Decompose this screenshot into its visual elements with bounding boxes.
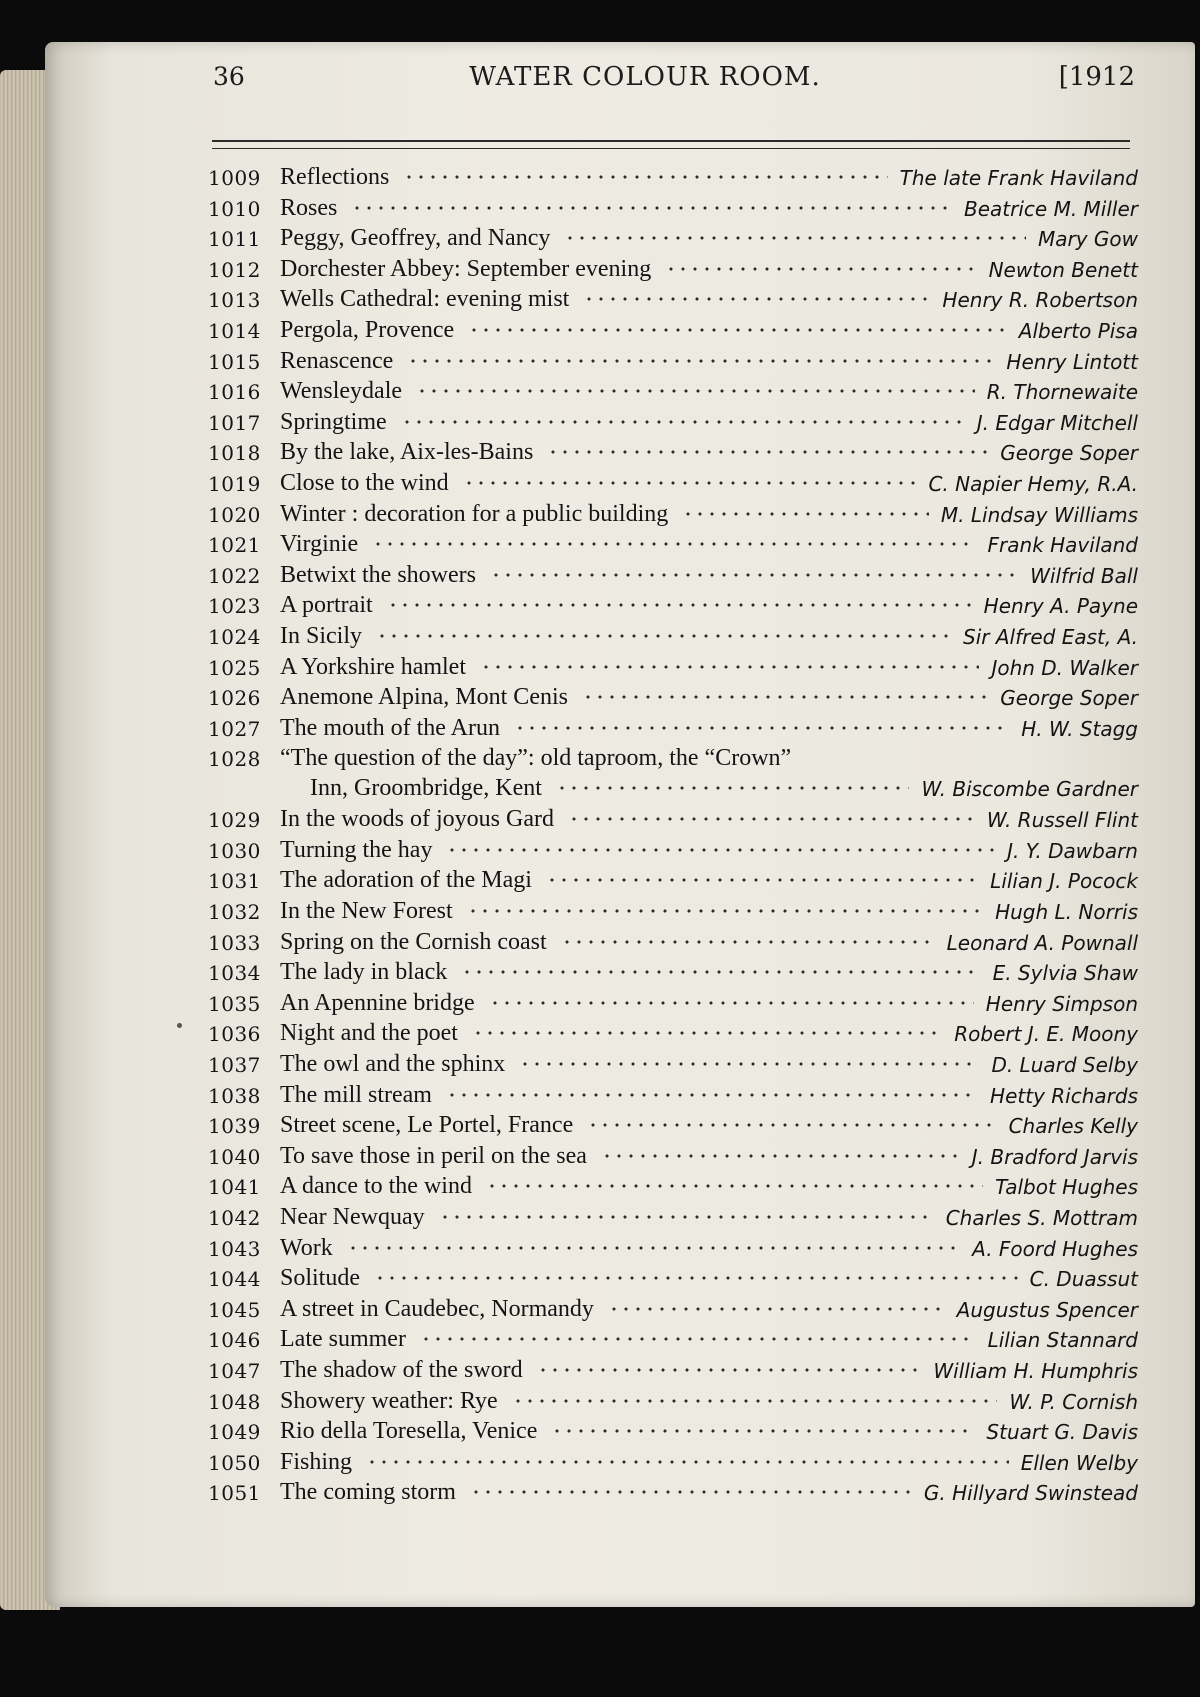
entry-title: Anemone Alpina, Mont Cenis	[280, 684, 568, 711]
entry-artist: Henry A. Payne	[983, 594, 1138, 619]
catalogue-entry	[208, 164, 1138, 195]
catalogue-entry	[208, 1388, 1138, 1419]
entry-title: A portrait	[280, 592, 373, 619]
catalogue-entry	[208, 195, 1138, 226]
entry-number: 1032	[208, 900, 261, 925]
entry-title: Night and the poet	[280, 1020, 458, 1047]
catalogue-entry	[208, 225, 1138, 256]
dot-leader	[407, 358, 994, 364]
catalogue-entry	[208, 1051, 1138, 1082]
entry-artist: C. Duassut	[1029, 1267, 1138, 1292]
catalogue-entry	[208, 317, 1138, 348]
entry-title: An Apennine bridge	[280, 989, 475, 1016]
entry-title: Wells Cathedral: evening mist	[280, 286, 570, 313]
catalogue-entry	[208, 1235, 1138, 1266]
entry-number: 1012	[208, 257, 261, 282]
entry-artist: Hugh L. Norris	[995, 900, 1138, 925]
catalogue-entry	[208, 1296, 1138, 1327]
entry-artist: Charles S. Mottram	[945, 1206, 1138, 1230]
catalogue-entry	[208, 1265, 1138, 1296]
entry-title: A street in Caudebec, Normandy	[280, 1295, 594, 1322]
entry-artist: Wilfrid Ball	[1030, 563, 1138, 588]
entry-number: 1036	[208, 1022, 261, 1047]
dot-leader	[472, 1030, 942, 1036]
entry-artist: W. Biscombe Gardner	[921, 777, 1138, 802]
catalogue-entry	[208, 1173, 1138, 1204]
dot-leader	[480, 664, 979, 670]
entry-number: 1016	[208, 380, 261, 405]
entry-artist: J. Edgar Mitchell	[976, 410, 1138, 435]
dot-leader	[374, 1275, 1018, 1281]
entry-number: 1022	[208, 563, 261, 588]
margin-mark	[177, 1023, 182, 1028]
entry-artist: Henry Lintott	[1006, 349, 1138, 374]
entry-number: 1037	[208, 1053, 261, 1078]
entry-artist: John D. Walker	[991, 655, 1138, 680]
entry-number: 1011	[208, 227, 261, 252]
catalogue-entry	[208, 1449, 1138, 1480]
dot-leader	[547, 449, 988, 455]
catalogue-entry	[208, 837, 1138, 868]
catalogue-entry	[208, 1204, 1138, 1235]
entry-title: The coming storm	[280, 1479, 456, 1506]
dot-leader	[372, 541, 976, 547]
dot-leader	[561, 939, 935, 945]
entry-number: 1031	[208, 869, 261, 894]
dot-leader	[490, 572, 1018, 578]
entry-number: 1010	[208, 196, 261, 221]
catalogue-entry	[208, 562, 1138, 593]
entry-title-continued: Inn, Groombridge, Kent	[310, 775, 542, 802]
entry-number: 1048	[208, 1389, 261, 1414]
entry-artist: Leonard A. Pownall	[946, 930, 1138, 955]
entry-number: 1049	[208, 1420, 261, 1445]
catalogue-entry	[208, 1479, 1138, 1510]
entry-number: 1013	[208, 288, 261, 313]
dot-leader	[376, 633, 951, 639]
entry-title: To save those in peril on the sea	[280, 1142, 587, 1169]
entry-number: 1025	[208, 655, 261, 680]
catalogue-entry	[208, 715, 1138, 746]
entry-title: Work	[280, 1234, 333, 1261]
entry-number: 1014	[208, 318, 261, 343]
dot-leader	[583, 296, 930, 302]
entry-artist: Ellen Welby	[1020, 1450, 1138, 1475]
entry-artist: Mary Gow	[1037, 227, 1138, 252]
dot-leader	[568, 816, 975, 822]
entry-number: 1026	[208, 686, 261, 711]
entry-number: 1038	[208, 1083, 261, 1108]
dot-leader	[439, 1214, 934, 1220]
entry-artist: Talbot Hughes	[995, 1175, 1138, 1200]
dot-leader	[470, 1489, 912, 1495]
dot-leader	[420, 1336, 976, 1342]
entry-title: Reflections	[280, 164, 390, 190]
catalogue-entry	[208, 1082, 1138, 1113]
entry-artist: Sir Alfred East, A.	[963, 624, 1138, 649]
entry-number: 1035	[208, 991, 261, 1016]
catalogue-entry	[208, 684, 1138, 715]
catalogue-entry	[208, 531, 1138, 562]
entry-title: Wensleydale	[280, 378, 403, 405]
entry-number: 1034	[208, 961, 261, 986]
entry-artist: Alberto Pisa	[1018, 318, 1138, 343]
catalogue-entry	[208, 378, 1138, 409]
entry-number: 1027	[208, 716, 261, 741]
entry-number: 1015	[208, 349, 261, 374]
entry-number: 1050	[208, 1450, 261, 1475]
entry-number: 1045	[208, 1297, 261, 1322]
catalogue-year: [1912	[1058, 62, 1135, 92]
dot-leader	[401, 419, 965, 425]
dot-leader	[446, 1092, 978, 1098]
entry-artist: W. P. Cornish	[1009, 1389, 1138, 1414]
entry-artist: R. Thornewaite	[986, 380, 1138, 405]
entry-title: The owl and the sphinx	[280, 1051, 506, 1078]
catalogue-entry	[208, 867, 1138, 898]
catalogue-entry	[208, 1112, 1138, 1143]
entry-artist: H. W. Stagg	[1021, 716, 1138, 741]
entry-artist: Beatrice M. Miller	[964, 196, 1138, 221]
entry-title: Spring on the Cornish coast	[280, 928, 547, 955]
entry-number: 1051	[208, 1481, 261, 1506]
entry-title: Rio della Toresella, Venice	[280, 1418, 538, 1445]
entry-artist: George Soper	[1000, 686, 1138, 711]
catalogue-entry	[208, 898, 1138, 929]
entry-title: Winter : decoration for a public building	[280, 500, 669, 527]
catalogue-entry	[208, 806, 1138, 837]
entry-title: Showery weather: Rye	[280, 1387, 498, 1414]
entry-title: Betwixt the showers	[280, 561, 476, 588]
catalogue-entry	[208, 1143, 1138, 1174]
entry-number: 1044	[208, 1267, 261, 1292]
dot-leader	[366, 1459, 1009, 1465]
entry-number: 1018	[208, 441, 261, 466]
catalogue-entry	[208, 348, 1138, 379]
dot-leader	[608, 1306, 945, 1312]
dot-leader	[564, 235, 1026, 241]
entry-number: 1043	[208, 1236, 261, 1261]
entry-title: The mouth of the Arun	[280, 714, 500, 741]
entry-title: The mill stream	[280, 1081, 432, 1108]
entry-artist: E. Sylvia Shaw	[992, 961, 1138, 986]
entry-number: 1028	[208, 747, 261, 772]
dot-leader	[468, 327, 1007, 333]
dot-leader	[461, 969, 981, 975]
running-title: WATER COLOUR ROOM.	[469, 62, 821, 92]
dot-leader	[582, 694, 988, 700]
entry-title: Near Newquay	[280, 1204, 425, 1230]
dot-leader	[601, 1153, 960, 1159]
entry-number: 1029	[208, 808, 261, 833]
catalogue-entry	[208, 1357, 1138, 1388]
dot-leader	[556, 785, 909, 791]
entry-title: Springtime	[280, 408, 387, 435]
catalogue-entry	[208, 959, 1138, 990]
entry-artist: Lilian Stannard	[987, 1328, 1138, 1353]
entry-number: 1039	[208, 1114, 261, 1139]
entry-title: Pergola, Provence	[280, 316, 455, 343]
entry-artist: Newton Benett	[988, 257, 1138, 282]
entry-number: 1021	[208, 533, 261, 558]
entry-title: Dorchester Abbey: September evening	[280, 255, 652, 282]
dot-leader	[537, 1367, 921, 1373]
catalogue-entry	[208, 256, 1138, 287]
entry-title: Virginie	[280, 531, 359, 558]
page-number: 36	[213, 62, 245, 91]
entry-artist: A. Foord Hughes	[972, 1236, 1138, 1261]
entry-artist: George Soper	[1000, 441, 1138, 466]
entry-artist: Augustus Spencer	[956, 1297, 1138, 1322]
entry-number: 1033	[208, 930, 261, 955]
dot-leader	[546, 877, 978, 883]
entry-title: By the lake, Aix-les-Bains	[280, 439, 534, 466]
dot-leader	[347, 1245, 960, 1251]
entry-artist: M. Lindsay Williams	[940, 502, 1138, 527]
dot-leader	[551, 1428, 974, 1434]
dot-leader	[463, 480, 916, 486]
entry-title: Late summer	[280, 1326, 406, 1353]
catalogue-list	[208, 164, 1138, 1510]
dot-leader	[486, 1183, 983, 1189]
entry-number: 1023	[208, 594, 261, 619]
dot-leader	[512, 1398, 997, 1404]
entry-title: The adoration of the Magi	[280, 867, 532, 894]
catalogue-entry	[208, 623, 1138, 654]
page-header	[155, 62, 1135, 102]
entry-artist: Henry Simpson	[985, 991, 1138, 1016]
catalogue-entry	[208, 592, 1138, 623]
catalogue-entry	[208, 990, 1138, 1021]
dot-leader	[446, 847, 995, 853]
entry-number: 1017	[208, 410, 261, 435]
entry-title: Roses	[280, 194, 338, 221]
dot-leader	[519, 1061, 979, 1067]
dot-leader	[489, 1000, 974, 1006]
entry-title: A Yorkshire hamlet	[280, 653, 466, 680]
entry-artist: Hetty Richards	[990, 1083, 1138, 1108]
entry-artist: Lilian J. Pocock	[990, 869, 1138, 894]
entry-number: 1047	[208, 1358, 261, 1383]
entry-artist: Frank Haviland	[987, 533, 1138, 558]
catalogue-entry	[208, 1020, 1138, 1051]
entry-number: 1041	[208, 1175, 261, 1200]
catalogue-entry	[208, 1418, 1138, 1449]
entry-number: 1020	[208, 502, 261, 527]
entry-artist: Robert J. E. Moony	[954, 1022, 1138, 1047]
entry-title: Turning the hay	[280, 836, 433, 863]
entry-title: The lady in black	[280, 959, 448, 986]
dot-leader	[467, 908, 983, 914]
entry-artist: D. Luard Selby	[991, 1053, 1138, 1078]
entry-title: A dance to the wind	[280, 1173, 472, 1200]
entry-artist: J. Bradford Jarvis	[971, 1144, 1138, 1169]
entry-number: 1040	[208, 1144, 261, 1169]
dot-leader	[682, 511, 929, 517]
entry-artist: J. Y. Dawbarn	[1007, 838, 1138, 863]
entry-number: 1009	[208, 166, 261, 190]
catalogue-entry	[208, 501, 1138, 532]
entry-artist: G. Hillyard Swinstead	[923, 1481, 1138, 1506]
entry-title: In the woods of joyous Gard	[280, 806, 554, 833]
entry-artist: Stuart G. Davis	[986, 1420, 1138, 1445]
dot-leader	[665, 266, 977, 272]
entry-artist: W. Russell Flint	[986, 808, 1138, 833]
entry-title: Fishing	[280, 1448, 353, 1475]
catalogue-entry	[208, 286, 1138, 317]
entry-title: In Sicily	[280, 622, 362, 649]
entry-artist: William H. Humphris	[933, 1358, 1138, 1383]
entry-artist: The late Frank Haviland	[899, 166, 1138, 190]
entry-title: Street scene, Le Portel, France	[280, 1112, 574, 1139]
entry-title: In the New Forest	[280, 898, 453, 925]
entry-title: Close to the wind	[280, 469, 449, 496]
entry-title: Renascence	[280, 347, 394, 374]
dot-leader	[403, 174, 888, 180]
catalogue-entry	[208, 1326, 1138, 1357]
entry-artist: C. Napier Hemy, R.A.	[928, 471, 1138, 496]
catalogue-entry	[208, 439, 1138, 470]
entry-number: 1019	[208, 471, 261, 496]
catalogue-entry	[208, 929, 1138, 960]
entry-number: 1046	[208, 1328, 261, 1353]
catalogue-entry	[208, 470, 1138, 501]
entry-title: The shadow of the sword	[280, 1356, 523, 1383]
header-rule	[212, 140, 1130, 149]
catalogue-entry	[208, 409, 1138, 440]
dot-leader	[514, 725, 1009, 731]
entry-number: 1042	[208, 1206, 261, 1230]
catalogue-entry	[208, 745, 1138, 806]
entry-title: Peggy, Geoffrey, and Nancy	[280, 225, 551, 252]
entry-title: “The question of the day”: old taproom, the “Crown”	[280, 745, 792, 772]
entry-number: 1024	[208, 624, 261, 649]
catalogue-entry	[208, 654, 1138, 685]
entry-artist: Charles Kelly	[1008, 1114, 1138, 1139]
entry-title: Solitude	[280, 1265, 361, 1292]
entry-number: 1030	[208, 838, 261, 863]
dot-leader	[387, 602, 972, 608]
dot-leader	[351, 205, 952, 211]
entry-artist: Henry R. Robertson	[942, 288, 1138, 313]
dot-leader	[587, 1122, 997, 1128]
dot-leader	[416, 388, 975, 394]
